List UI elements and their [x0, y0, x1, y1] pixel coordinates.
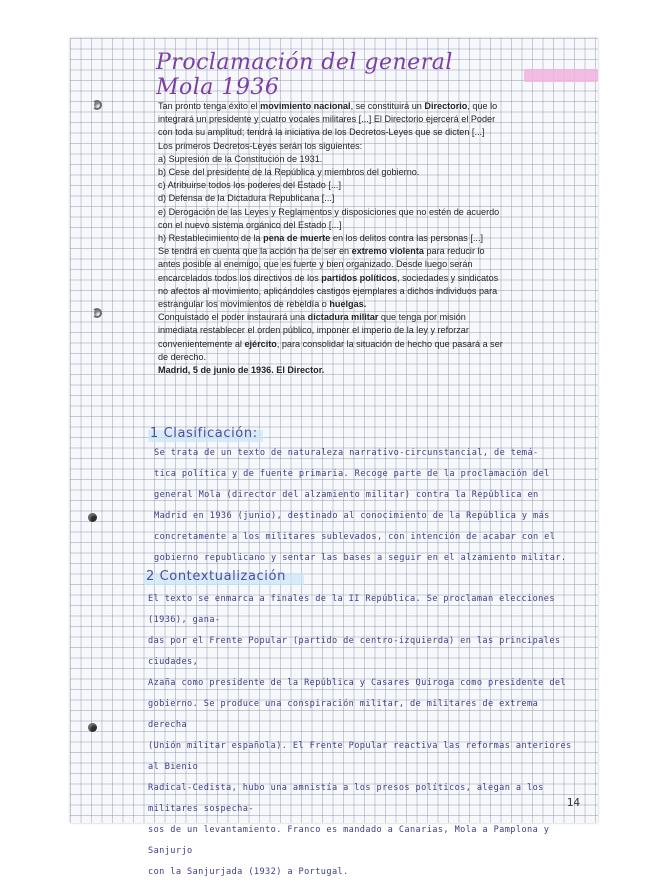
source-bold-run: pena de muerte: [263, 233, 331, 244]
binder-hole-icon: [88, 723, 97, 732]
binder-hole-icon: [92, 100, 102, 110]
source-bold-run: ejército: [244, 338, 277, 349]
page-number: 14: [566, 796, 580, 809]
section-body-contextualizacion: [148, 589, 576, 883]
source-bold-run: Madrid, 5 de junio de 1936. El Director.: [158, 365, 325, 376]
handwritten-line: Radical-Cedista, hubo una amnistía a los presos políticos, alegan a los militares sospecha-: [148, 783, 544, 814]
source-run: convenientemente al: [158, 338, 245, 349]
section-heading-contextualizacion: 2 Contextualización: [146, 569, 286, 584]
source-bold-run: huelgas.: [329, 299, 367, 310]
source-run: que tenga por misión: [378, 312, 466, 323]
source-run: , se constituirá un: [350, 101, 425, 111]
source-run: encarcelados todos los directivos de los: [158, 272, 322, 283]
source-run: inmediata restablecer el orden público, imponer el imperio de la ley y reforzar: [158, 325, 469, 336]
source-line: [158, 364, 514, 377]
source-bold-run: dictadura militar: [307, 312, 379, 323]
source-line: [158, 285, 514, 298]
title-highlight: [524, 69, 598, 82]
source-line: [158, 258, 514, 271]
source-line: [158, 126, 514, 139]
notebook-page: [70, 38, 598, 877]
source-run: e) Derogación de las Leyes y Reglamentos y disposiciones que no estén de acuerdo: [158, 206, 500, 217]
source-bold-run: movimiento nacional: [260, 101, 351, 111]
source-line: [158, 324, 514, 337]
handwritten-line: concretamente a los militares sublevados, con intención de acabar con el: [154, 532, 556, 542]
source-line: [158, 245, 514, 258]
handwritten-line: Madrid en 1936 (junio), destinado al conocimiento de la República y más: [154, 511, 550, 521]
source-run: Tan pronto tenga éxito el: [158, 101, 261, 111]
source-bold-run: Directorio: [424, 101, 468, 111]
source-run: c) Atribuirse todos los poderes del Estado [...]: [158, 180, 341, 191]
source-run: con toda su amplitud; tendrá la iniciativa de los Decretos-Leyes que se dicten [...]: [158, 127, 485, 138]
source-line: [158, 179, 514, 192]
handwritten-line: Azaña como presidente de la República y Casares Quiroga como presidente del: [148, 678, 567, 688]
page-title: Proclamación del general Mola 1936: [156, 50, 453, 100]
source-line: [158, 311, 514, 324]
source-line: [158, 113, 514, 126]
source-run: d) Defensa de la Dictadura Republicana [...]: [158, 193, 335, 204]
source-line: [158, 219, 514, 232]
handwritten-line: gobierno republicano y sentar las bases a seguir en el alzamiento militar.: [154, 553, 567, 563]
source-run: b) Cese del presidente de la República y miembros del gobierno.: [158, 167, 420, 178]
source-run: no afectos al movimiento, aplicándoles castigos ejemplares a dichos individuos para: [158, 285, 498, 296]
source-run: de derecho.: [158, 351, 207, 362]
source-run: Los primeros Decretos-Leyes serán los siguientes:: [158, 140, 363, 151]
handwritten-line: general Mola (director del alzamiento militar) contra la República en: [154, 490, 539, 500]
source-line: [158, 140, 514, 153]
source-line: [158, 153, 514, 166]
source-line: [158, 232, 514, 245]
handwritten-line: Se trata de un texto de naturaleza narrativo-circunstancial, de temá-: [154, 448, 539, 458]
source-run: , para consolidar la situación de hecho que pasará a ser: [276, 338, 503, 349]
handwritten-line: con la Sanjurjada (1932) a Portugal.: [148, 867, 349, 877]
source-run: para reducir lo: [423, 246, 485, 257]
source-line: [158, 272, 514, 285]
source-line: [158, 351, 514, 364]
handwritten-line: (Unión militar española). El Frente Popular reactiva las reformas anteriores al Bienio: [148, 741, 572, 772]
source-run: h) Restablecimiento de la: [158, 233, 264, 244]
source-run: con el nuevo sistema orgánico del Estado [...]: [158, 219, 342, 230]
source-line: [158, 206, 514, 219]
handwritten-line: sos de un levantamiento. Franco es mandado a Canarias, Mola a Pamplona y Sanjurjo: [148, 825, 550, 856]
source-run: a) Supresión de la Constitución de 1931.: [158, 153, 323, 164]
source-bold-run: partidos políticos: [321, 272, 398, 283]
source-run: , sociedades y sindicatos: [397, 272, 499, 283]
source-line: [158, 338, 514, 351]
source-line: [158, 192, 514, 205]
source-line: [158, 100, 514, 113]
handwritten-line: El texto se enmarca a finales de la II República. Se proclaman elecciones (1936), gana-: [148, 594, 555, 625]
source-run: integrará un presidente y cuatro vocales militares [...] El Directorio ejercerá el Poder: [158, 114, 496, 125]
source-line: [158, 298, 514, 311]
handwritten-line: tica política y de fuente primaria. Recoge parte de la proclamación del: [154, 469, 550, 479]
section-heading-clasificacion: 1 Clasificación:: [150, 426, 258, 441]
source-run: antes posible al enemigo, que es fuerte y bien organizado. Desde luego serán: [158, 259, 473, 270]
handwritten-line: das por el Frente Popular (partido de centro-izquierda) en las principales ciudades,: [148, 636, 561, 667]
binder-hole-icon: [88, 513, 97, 522]
handwritten-line: gobierno. Se produce una conspiración militar, de militares de extrema derecha: [148, 699, 539, 730]
source-line: [158, 166, 514, 179]
source-run: , que lo: [467, 101, 498, 111]
source-run: Conquistado el poder instaurará una: [158, 312, 308, 323]
title-row: [156, 50, 598, 100]
binder-hole-icon: [92, 308, 102, 318]
section-body-clasificacion: [154, 443, 574, 569]
source-run: estrangular los movimientos de rebeldía o: [158, 299, 330, 310]
source-text-block: [158, 100, 514, 377]
source-run: en los delitos contra las personas [...]: [330, 233, 484, 244]
source-run: Se tendrá en cuenta que la acción ha de ser en: [158, 246, 352, 257]
source-bold-run: extremo violenta: [351, 246, 424, 257]
